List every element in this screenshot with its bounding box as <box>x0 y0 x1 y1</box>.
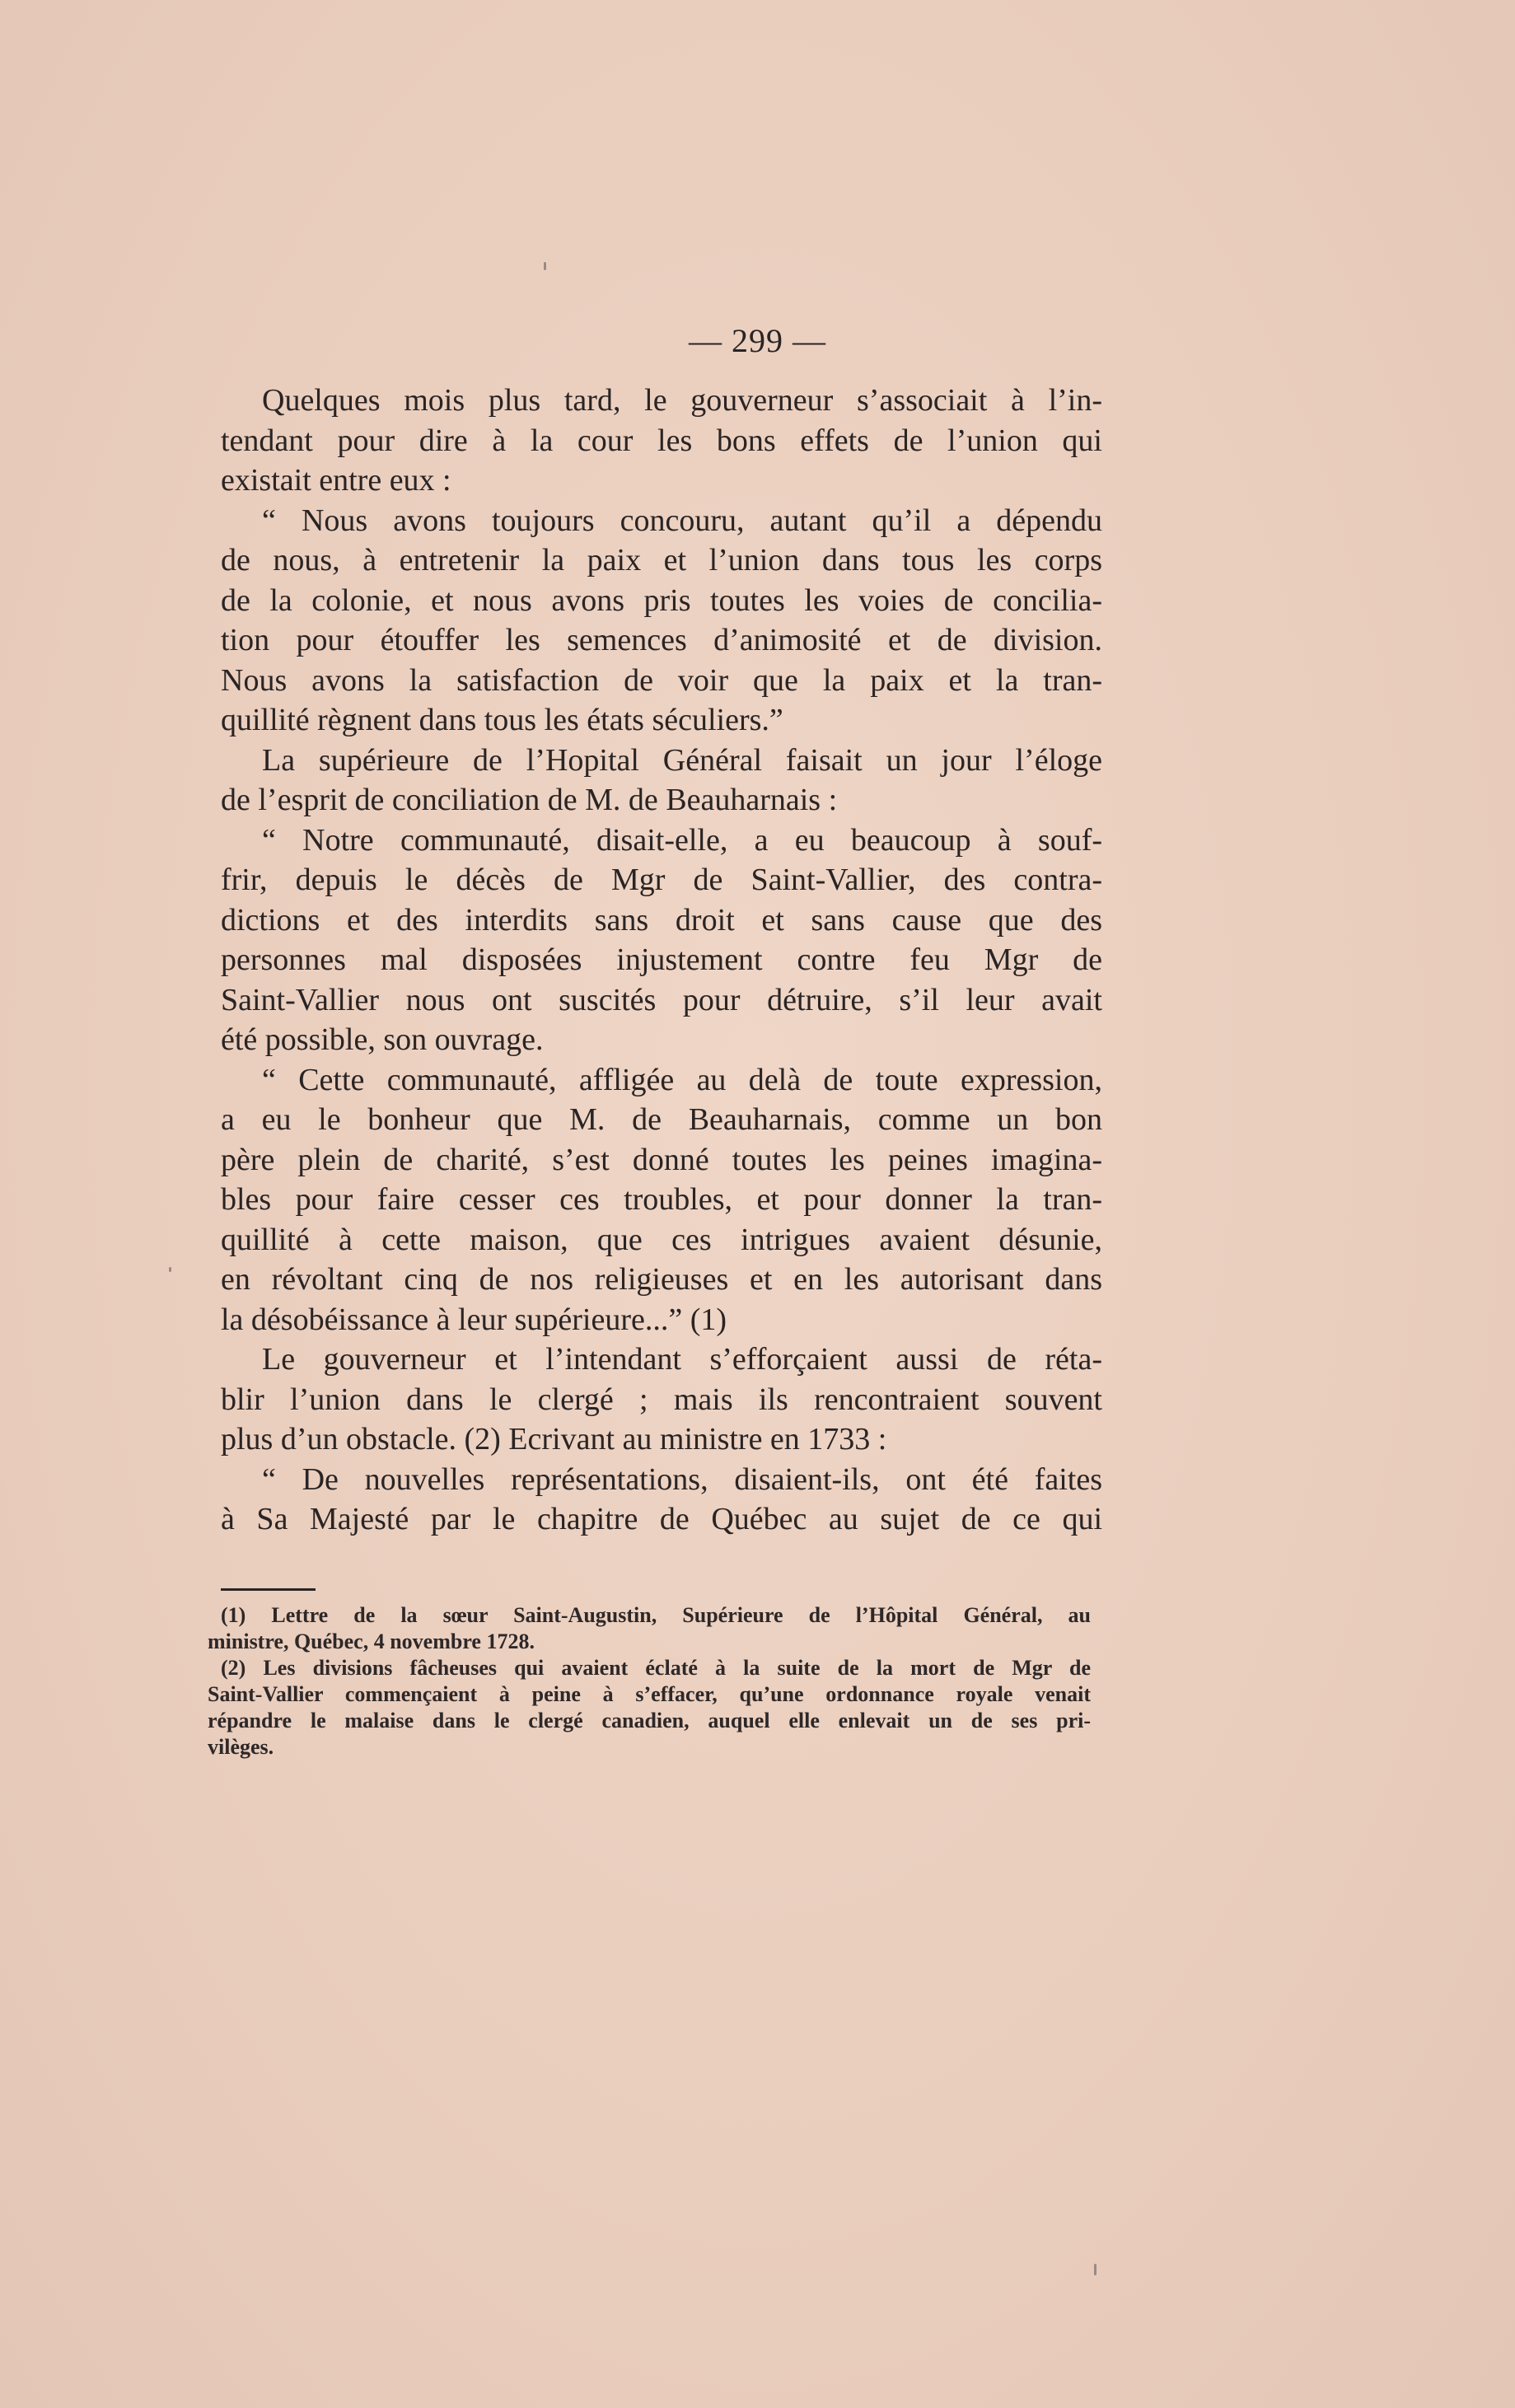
text-line: La supérieure de l’Hopital Général faisait un jour l’éloge <box>262 742 1102 778</box>
paper-speck <box>169 1267 171 1272</box>
text-line: plus d’un obstacle. (2) Ecrivant au ministre en 1733 : <box>221 1422 887 1456</box>
page-number: — 299 — <box>689 322 826 359</box>
text-line: tion pour étouffer les semences d’animosité et de division. <box>221 623 1102 657</box>
footnotes <box>208 1602 1091 1760</box>
text-line: à Sa Majesté par le chapitre de Québec au sujet de ce qui <box>221 1502 1102 1536</box>
footnote-line: (2) Les divisions fâcheuses qui avaient éclaté à la suite de la mort de Mgr de <box>221 1656 1091 1680</box>
text-line: Nous avons la satisfaction de voir que la paix et la tran- <box>221 662 1102 698</box>
text-line: Le gouverneur et l’intendant s’efforçaient aussi de réta- <box>262 1342 1102 1377</box>
text-line: “ De nouvelles représentations, disaient-ils, ont été faites <box>262 1461 1102 1497</box>
text-line: “ Notre communauté, disait-elle, a eu beaucoup à souf- <box>262 822 1102 858</box>
text-line: quillité à cette maison, que ces intrigues avaient désunie, <box>221 1222 1102 1257</box>
text-line: frir, depuis le décès de Mgr de Saint-Vallier, des contra- <box>221 863 1102 897</box>
body-text <box>221 381 1102 1540</box>
text-line: “ Cette communauté, affligée au delà de toute expression, <box>262 1062 1102 1097</box>
text-line: existait entre eux : <box>221 463 451 498</box>
footnote-line: répandre le malaise dans le clergé canadien, auquel elle enlevait un de ses pri- <box>208 1709 1091 1732</box>
paper-speck <box>1094 2264 1097 2275</box>
text-line: a eu le bonheur que M. de Beauharnais, comme un bon <box>221 1102 1102 1137</box>
text-line: père plein de charité, s’est donné toutes les peines imagina- <box>221 1142 1102 1177</box>
text-line: de nous, à entretenir la paix et l’union dans tous les corps <box>221 543 1102 577</box>
text-line: personnes mal disposées injustement contre feu Mgr de <box>221 942 1102 977</box>
text-line: de l’esprit de conciliation de M. de Beauharnais : <box>221 783 838 817</box>
text-line: en révoltant cinq de nos religieuses et en les autorisant dans <box>221 1262 1102 1297</box>
text-line: Saint-Vallier nous ont suscités pour détruire, s’il leur avait <box>221 982 1102 1017</box>
text-line: tendant pour dire à la cour les bons effets de l’union qui <box>221 423 1102 458</box>
footnote-line: vilèges. <box>208 1735 274 1759</box>
text-line: Quelques mois plus tard, le gouverneur s’associait à l’in- <box>262 383 1102 418</box>
text-line: de la colonie, et nous avons pris toutes les voies de concilia- <box>221 582 1102 618</box>
footnote-line: Saint-Vallier commençaient à peine à s’effacer, qu’une ordonnance royale venait <box>208 1682 1091 1706</box>
text-line: la désobéissance à leur supérieure...” (1) <box>221 1302 727 1337</box>
text-line: été possible, son ouvrage. <box>221 1022 544 1057</box>
footnote-line: (1) Lettre de la sœur Saint-Augustin, Supérieure de l’Hôpital Général, au <box>221 1603 1091 1627</box>
paper-speck <box>544 262 546 270</box>
text-line: quillité règnent dans tous les états séculiers.” <box>221 703 783 737</box>
text-line: bles pour faire cesser ces troubles, et pour donner la tran- <box>221 1182 1102 1217</box>
text-line: blir l’union dans le clergé ; mais ils rencontraient souvent <box>221 1382 1102 1417</box>
text-line: dictions et des interdits sans droit et sans cause que des <box>221 902 1102 937</box>
text-line: “ Nous avons toujours concouru, autant qu’il a dépendu <box>262 503 1102 538</box>
footnote-separator <box>221 1588 316 1591</box>
footnote-line: ministre, Québec, 4 novembre 1728. <box>208 1629 535 1653</box>
